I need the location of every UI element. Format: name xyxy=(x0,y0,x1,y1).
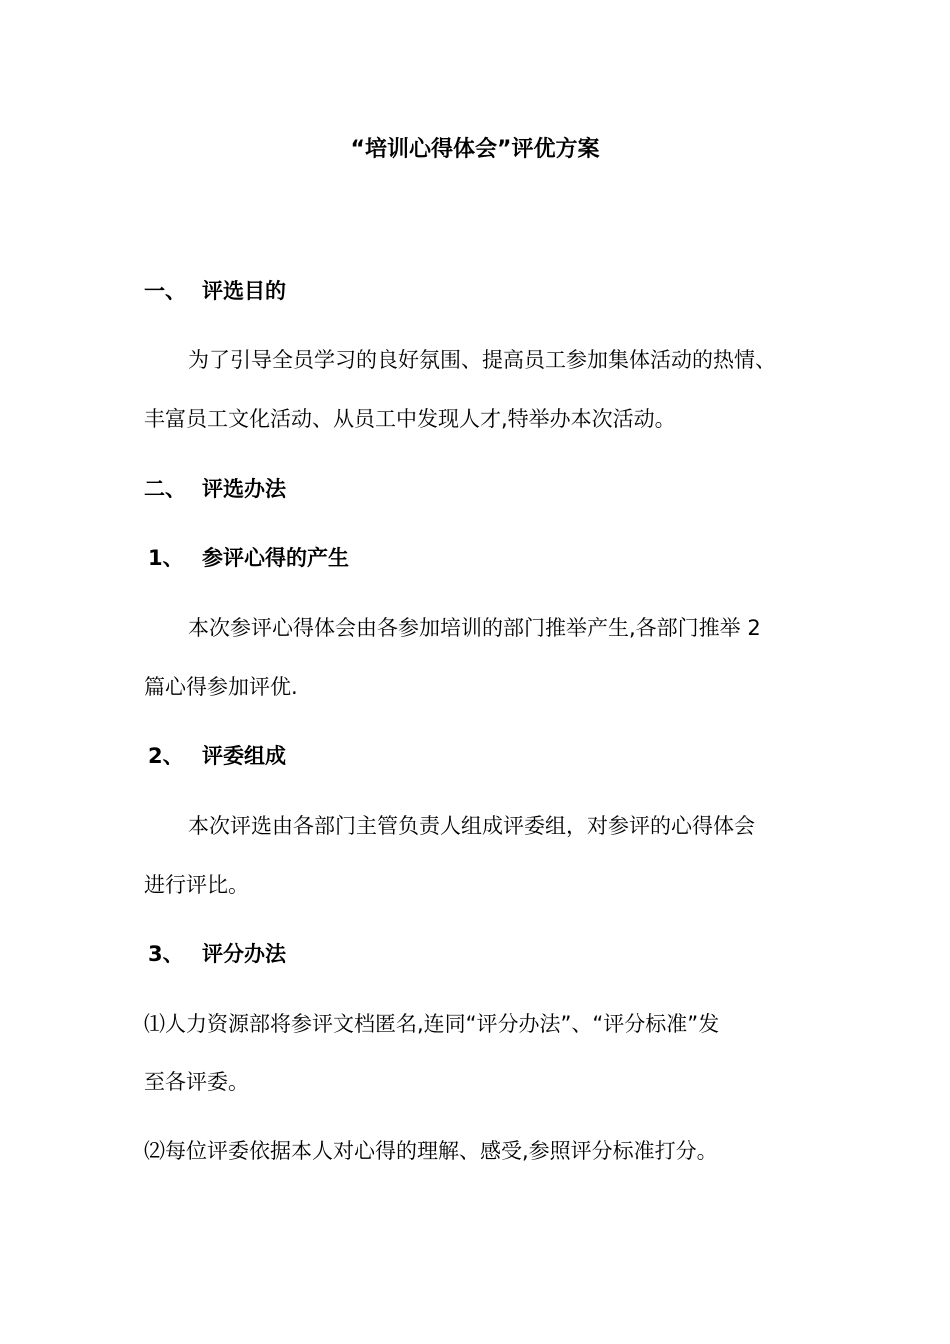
document-title: “培训心得体会”评优方案 xyxy=(350,137,600,162)
list-item-line: ⑴人力资源部将参评文档匿名,连同“评分办法”、“评分标准”发 xyxy=(144,1012,720,1036)
subsection-number: 1、 xyxy=(148,546,184,570)
paragraph-line: 丰富员工文化活动、从员工中发现人才,特举办本次活动。 xyxy=(144,407,676,431)
paragraph-line: 进行评比。 xyxy=(144,873,249,897)
section-number: 一、 xyxy=(144,279,186,303)
paragraph-line: 为了引导全员学习的良好氛围、提高员工参加集体活动的热情、 xyxy=(188,348,776,372)
subsection-title: 参评心得的产生 xyxy=(202,546,349,570)
paragraph-line: 本次参评心得体会由各参加培训的部门推举产生,各部门推举 2 xyxy=(188,616,761,640)
subsection-title: 评委组成 xyxy=(202,744,286,768)
section-title: 评选目的 xyxy=(202,279,286,303)
subsection-heading-3 xyxy=(144,937,286,971)
subsection-number: 3、 xyxy=(148,942,184,966)
subsection-heading-2 xyxy=(144,739,286,773)
subsection-heading-1 xyxy=(144,541,349,575)
paragraph-line: 篇心得参加评优. xyxy=(144,675,298,699)
paragraph-line: 本次评选由各部门主管负责人组成评委组，对参评的心得体会 xyxy=(188,814,755,838)
list-item-line: 至各评委。 xyxy=(144,1070,249,1094)
subsection-title: 评分办法 xyxy=(202,942,286,966)
section-number: 二、 xyxy=(144,477,186,501)
list-item-line: ⑵每位评委依据本人对心得的理解、感受,参照评分标准打分。 xyxy=(144,1139,718,1163)
subsection-number: 2、 xyxy=(148,744,184,768)
section-heading-1 xyxy=(144,274,286,308)
section-title: 评选办法 xyxy=(202,477,286,501)
section-heading-2 xyxy=(144,472,286,506)
